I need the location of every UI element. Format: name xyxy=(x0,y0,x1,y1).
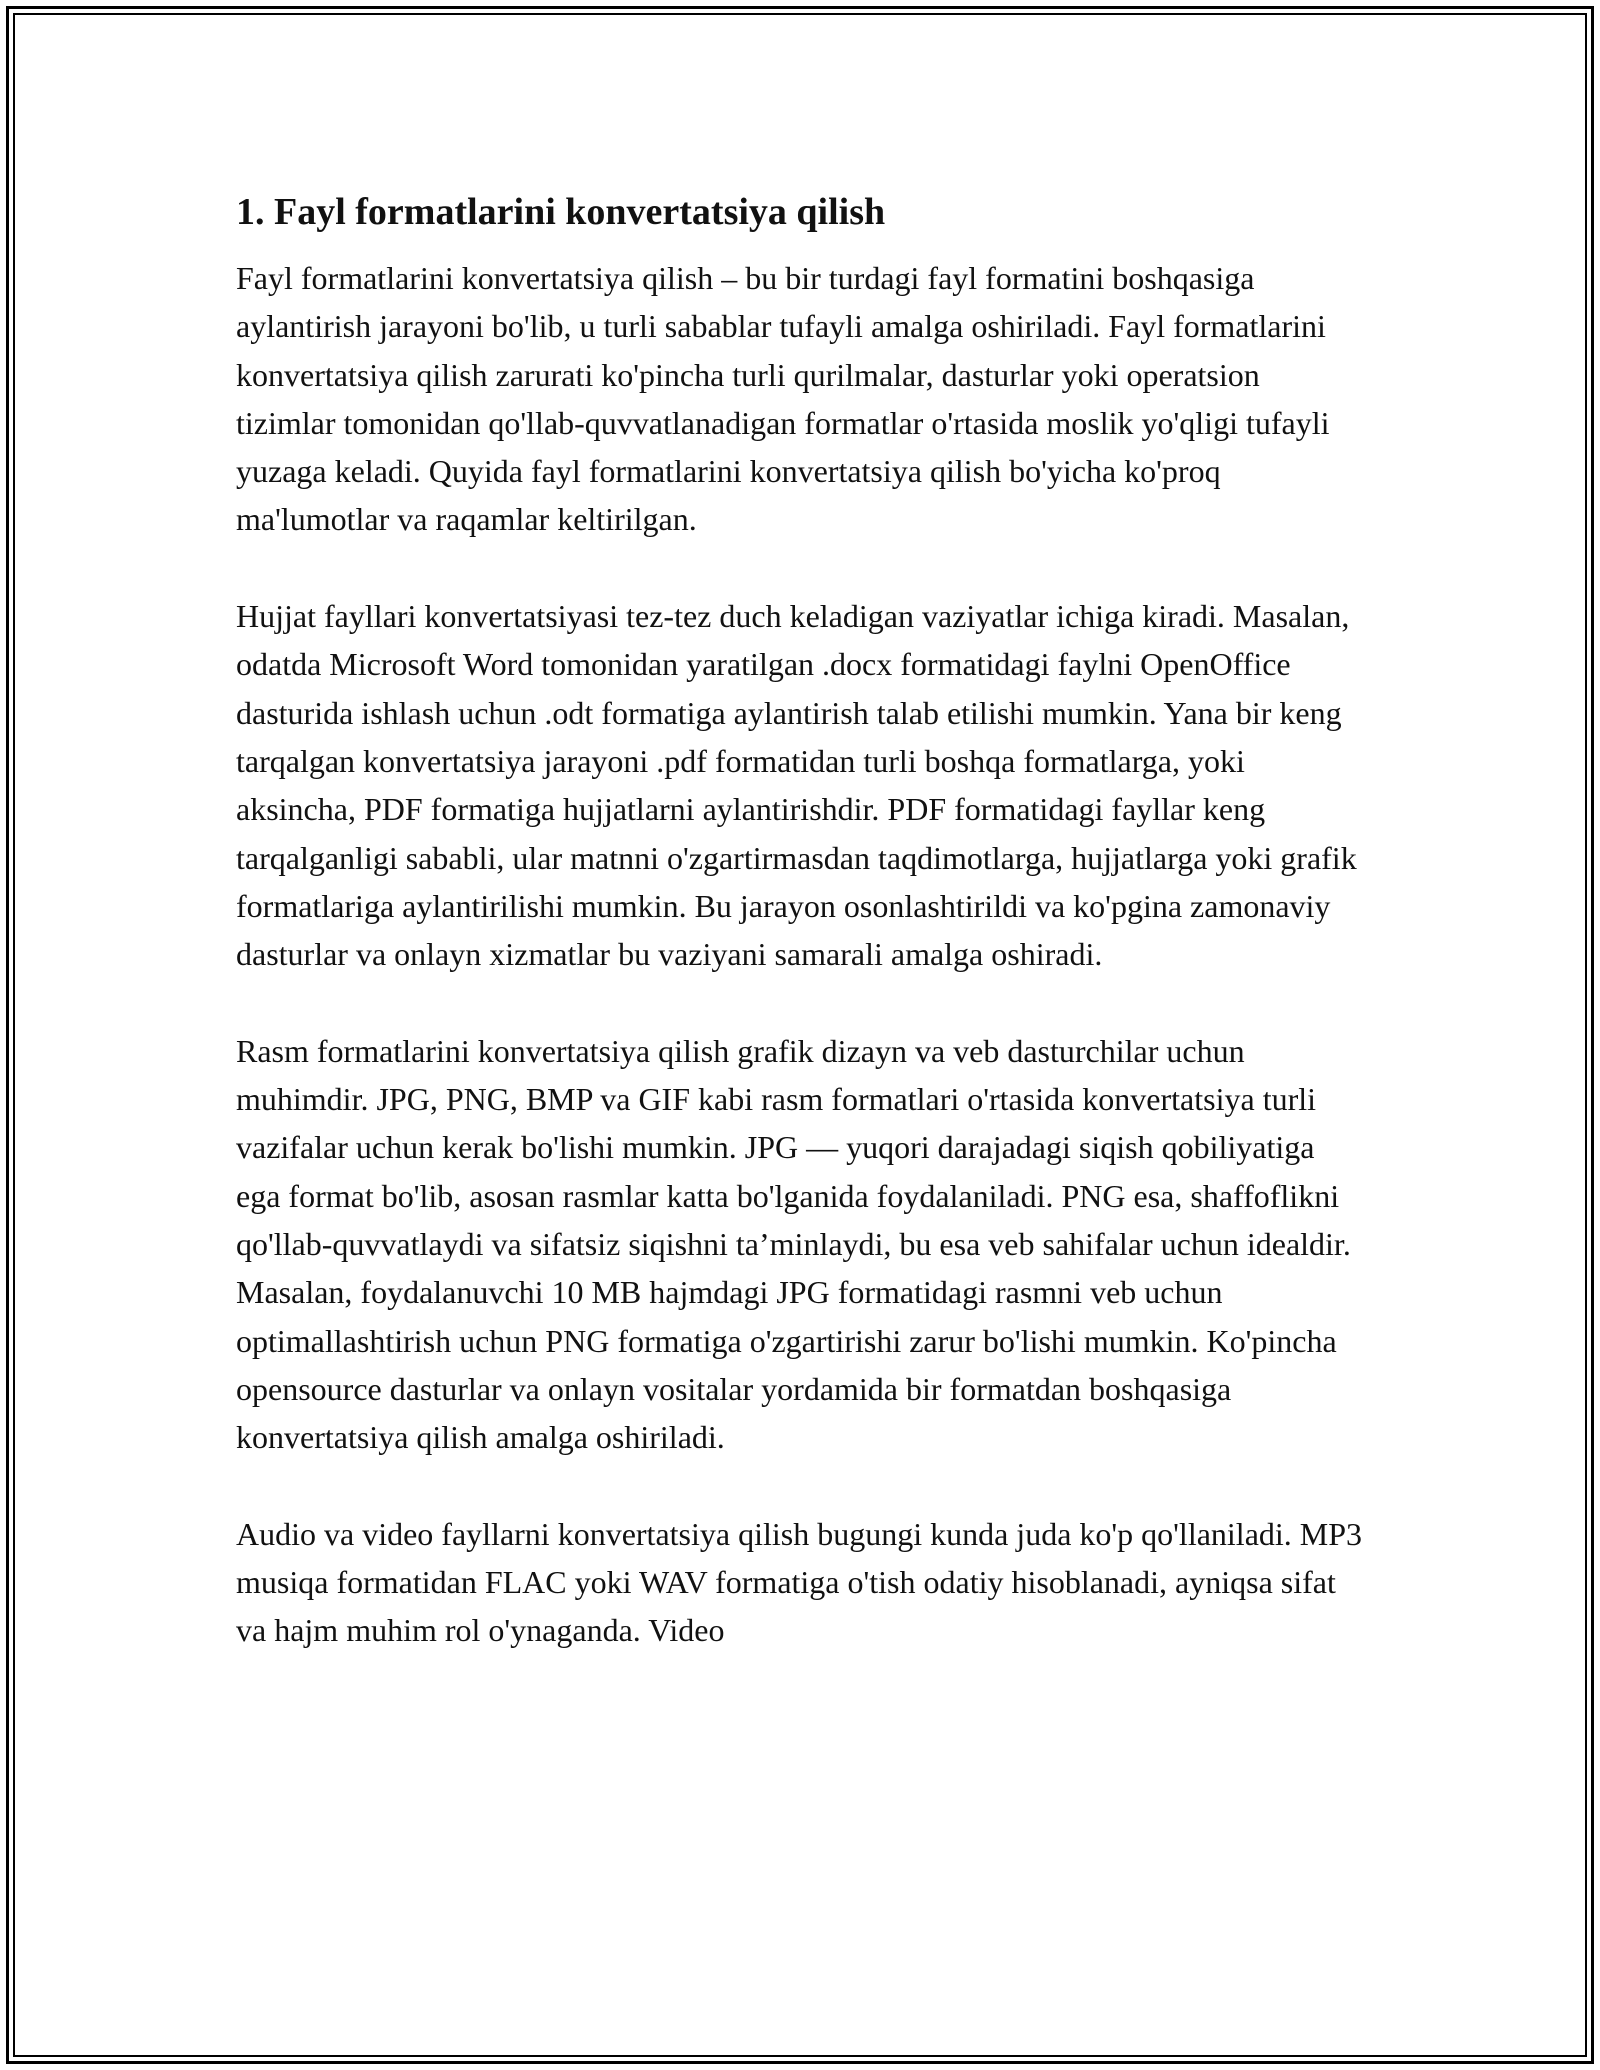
paragraph-intro: Fayl formatlarini konvertatsiya qilish – bu bir turdagi fayl formatini boshqasiga aylantirish jarayoni bo'lib, u turli sabablar tufayli amalga oshiriladi. Fayl formatlarini konvertatsiya qilish zarurati ko'pincha turli qurilmalar, dasturlar yoki operatsion tizimlar tomonidan qo'llab-quvvatlanadigan formatlar o'rtasida moslik yo'qligi tufayli yuzaga keladi. Quyida fayl formatlarini konvertatsiya qilish bo'yicha ko'proq ma'lumotlar va raqamlar keltirilgan. xyxy=(236,260,1330,538)
section-heading: 1. Fayl formatlarini konvertatsiya qilish xyxy=(236,191,886,233)
paragraph-audio-video-conversion: Audio va video fayllarni konvertatsiya qilish bugungi kunda juda ko'p qo'llaniladi. MP3 musiqa formatidan FLAC yoki WAV formatiga o'tish odatiy hisoblanadi, ayniqsa sifat va hajm muhim rol o'ynaganda. Video xyxy=(236,1515,1363,1649)
paragraph-document-conversion: Hujjat fayllari konvertatsiyasi tez-tez duch keladigan vaziyatlar ichiga kiradi. Masalan, odatda Microsoft Word tomonidan yaratilgan .docx formatidagi faylni OpenOffice dasturida ishlash uchun .odt formatiga aylantirish talab etilishi mumkin. Yana bir keng tarqalgan konvertatsiya jarayoni .pdf formatidan turli boshqa formatlarga, yoki aksincha, PDF formatiga hujjatlarni aylantirishdir. PDF formatidagi fayllar keng tarqalganligi sababli, ular matnni o'zgartirmasdan taqdimotlarga, hujjatlarga yoki grafik formatlariga aylantirilishi mumkin. Bu jarayon osonlashtirildi va ko'pgina zamonaviy dasturlar va onlayn xizmatlar bu vaziyani samarali amalga oshiradi. xyxy=(236,598,1357,973)
document-body xyxy=(236,188,1366,1703)
paragraph-image-conversion: Rasm formatlarini konvertatsiya qilish grafik dizayn va veb dasturchilar uchun muhimdir. JPG, PNG, BMP va GIF kabi rasm formatlari o'rtasida konvertatsiya turli vazifalar uchun kerak bo'lishi mumkin. JPG — yuqori darajadagi siqish qobiliyatiga ega format bo'lib, asosan rasmlar katta bo'lganida foydalaniladi. PNG esa, shaffoflikni qo'llab-quvvatlaydi va sifatsiz siqishni ta’minlaydi, bu esa veb sahifalar uchun idealdir. Masalan, foydalanuvchi 10 MB hajmdagi JPG formatidagi rasmni veb uchun optimallashtirish uchun PNG formatiga o'zgartirishi zarur bo'lishi mumkin. Ko'pincha opensource dasturlar va onlayn vositalar yordamida bir formatdan boshqasiga konvertatsiya qilish amalga oshiriladi. xyxy=(236,1032,1351,1456)
